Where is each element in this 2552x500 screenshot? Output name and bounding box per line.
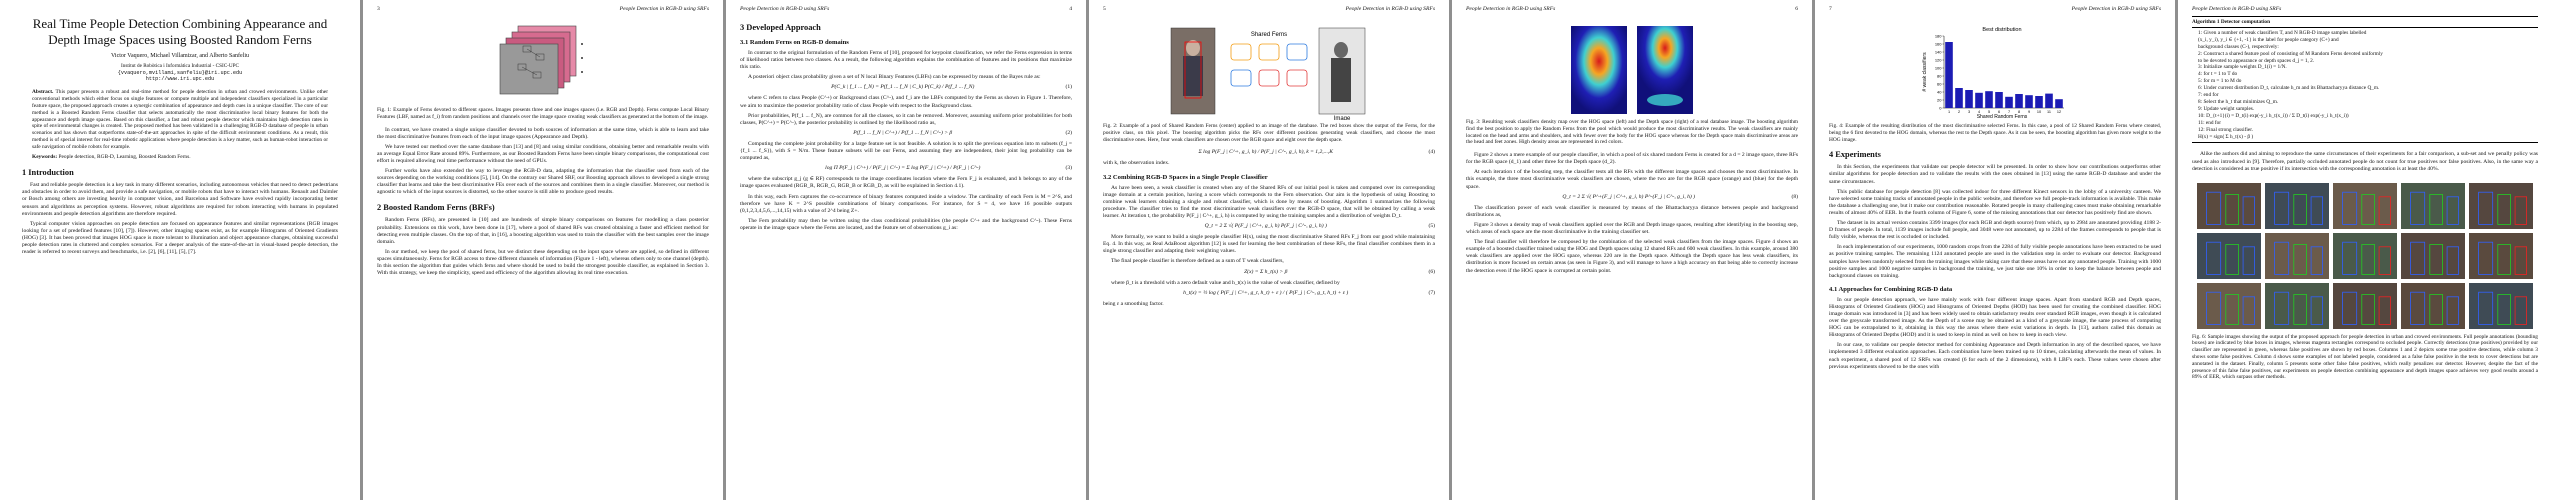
algorithm-line: 7: end for bbox=[2198, 92, 2219, 99]
algorithm-line: 8: Select the h_t that minimizes Q_m. bbox=[2198, 98, 2279, 105]
chart-x-tick-label: 3 bbox=[1967, 110, 1971, 114]
keywords bbox=[32, 154, 328, 161]
hog-density-map bbox=[1571, 26, 1627, 114]
sample-image bbox=[2401, 183, 2465, 229]
chart-x-tick-label: 8 bbox=[2017, 110, 2021, 114]
chart-title: Best distribution bbox=[1982, 27, 2022, 33]
paragraph: At each iteration t of the boosting step, the classifier tests all the RFs with the different image spaces and chooses the most discriminative. In this example, the three most discriminative weak classifiers are chosen, where the two are for the RGB space (orange) and (blue) for the depth space. bbox=[1466, 169, 1798, 190]
chart-y-tick-label: 60 bbox=[1937, 81, 1942, 87]
algorithm-line: H(x) = sign( Σ h_t(x) - β ) bbox=[2198, 133, 2254, 140]
chart-x-tick-label: 2 bbox=[1957, 110, 1961, 114]
paragraph: Prior probabilities, P(f_1 ... f_N), are common for all the classes, so it can be removed. Moreover, assuming uniform prior probabilities for both classes, P(C^+) = P(C^-), the posterior probability is outlined by the likelihood ratio as, bbox=[740, 112, 1072, 126]
chart-bar bbox=[1955, 88, 1963, 108]
chart-plot-area bbox=[1935, 34, 2064, 115]
section-heading-brfs: 2 Boosted Random Ferns (BRFs) bbox=[377, 203, 495, 213]
equation-1 bbox=[740, 84, 1072, 91]
paper-affiliation bbox=[22, 63, 338, 82]
chart-bar bbox=[2055, 99, 2063, 108]
running-head bbox=[1103, 6, 1435, 16]
paragraph: where the subscript g_j (g ∈ RF) corresponds to the image coordinates location where the Fern F_j is evaluated, and h belongs to any of the image spaces evaluated (RGB_R, RGB_G, RGB_B or RGB_D, as will be explained in Section 4.1). bbox=[740, 176, 1072, 190]
algorithm-line: 3: Initialize sample weights D_1(i) = 1/N. bbox=[2198, 64, 2287, 71]
chart-y-axis-label: # weak classifiers bbox=[1922, 52, 1928, 92]
algorithm-line: 2: Construct a shared feature pool of consisting of M Random Ferns devoted uniformly bbox=[2198, 50, 2383, 57]
figure-6 bbox=[2192, 181, 2538, 331]
paragraph: In our people detection approach, we have mainly work with four different image spaces. Apart from standard RGB and Depth spaces, Histograms of Oriented Gradients (HOG) and Histograms of Oriented Depths (HOD) has been used for creating the combined classifier. HOG image domain was introduced in [3] and has been widely used to obtain satisfactory results over standard RGB images, even though it is calculated over the greyscale transformed image. As the Depth of a scene may be obtained as a kind of a greyscale image, the same process of computing HOG can be extrapolated to it, obtaining in this way the areas where there exist variations in depth. In [13], authors called this domain as Histograms of Oriented Depths (HOD) and it is used to keep in mind as well on how to keep in each view. bbox=[1829, 296, 2161, 339]
running-head-title: People Detection in RGB-D using SRFs bbox=[2192, 6, 2282, 12]
chart-bar bbox=[2005, 97, 2013, 108]
paragraph: with k, the observation index. bbox=[1103, 160, 1170, 167]
affiliation-url: http://www.iri.upc.edu bbox=[145, 75, 215, 82]
page-number: 4 bbox=[1069, 6, 1072, 12]
paragraph: In our case, to validate our people detector method for combining Appearance and Depth information in any of the described spaces, we have implemented 3 different evaluation approaches. Each combination have been trained up to 10 times, calculating afterwards the mean of values. In each experiment, a shared pool of 12 SRFs was created (6 for each of the 2 dimensions), with 8 LBF's each. These values were chosen after previous experiments showed to be the ones with bbox=[1829, 342, 2161, 370]
page-number: 6 bbox=[1795, 6, 1798, 12]
section-heading-experiments: 4 Experiments bbox=[1829, 150, 1881, 160]
equation-body: Q_t = 2 Σ √( P(F_j | C^+, g_i, h) P(F_j | C^-, g_i, h) ) bbox=[1204, 223, 1327, 230]
chart-x-tick-label: 12 bbox=[2056, 110, 2062, 114]
sample-image bbox=[2401, 233, 2465, 279]
paragraph: The classification power of each weak classifier is measured by means of the Bhattacharyya distance between people and background distributions as, bbox=[1466, 204, 1798, 218]
paragraph: In this way, each Fern captures the co-occurrence of binary features computed inside a window. The cardinality of each Fern is M = 2^S, and therefore we have K = 2^S possible combinations of binary comparisons. For instance, for S = 4, we have 16 possible outputs (0,1,2,3,4,5,6,...,14,15) with a value of 2^4 being Z+. bbox=[740, 193, 1072, 214]
paragraph: Further works have also extended the way to leverage the RGB-D data, adapting the information that the classifier used from each of the sources depending on the working conditions [5], [14]. On the contrary our Shared SRF, our Boosting approach allows to developed a single strong classifier that learns and take the best discriminative FEs over each of the sources and combines them in a single classifier. Moreover, our method is agnostic to which of the input sources is distorted, so the other source is still able to produce good results. bbox=[377, 168, 709, 196]
page-7 bbox=[2178, 0, 2552, 500]
chart-y-tick-label: 40 bbox=[1937, 89, 1942, 95]
sample-image bbox=[2401, 283, 2465, 329]
chart-bar bbox=[1995, 92, 2003, 108]
sample-image bbox=[2333, 183, 2397, 229]
running-head bbox=[377, 6, 709, 16]
algorithm-line: 11: end for bbox=[2198, 119, 2222, 126]
equation-number: (1) bbox=[1065, 84, 1072, 91]
algorithm-line: 5: for m = 1 to M do bbox=[2198, 78, 2242, 85]
chart-y-tick-label: 80 bbox=[1937, 73, 1942, 79]
running-head-title: People Detection in RGB-D using SRFs bbox=[740, 6, 830, 12]
paragraph: where C refers to class People (C^+) or Background class (C^-), and f_i are the LBFs computed by the Ferns as shown in Figure 1. Therefore, we aim to maximize the posterior probability ratio of class People with respect to the Background class. bbox=[740, 95, 1072, 109]
chart-x-tick-label: 11 bbox=[2047, 110, 2051, 114]
chart-bar bbox=[1985, 91, 1993, 108]
sample-image bbox=[2197, 183, 2261, 229]
equation-body: Σ log P(F_j | C^+, g_i, h) / P(F_j | C^-, g_i, h), k = 1,2,...,K bbox=[1198, 149, 1334, 156]
paragraph: We have tested our method over the same database than [13] and [8] and using similar conditions, obtaining better and remarkable results with an average Equal Error Rate around 89%. Furthermore, as our Boosted Random Ferns have been simple binary comparisons, the computational cost effort is required allowing real time performance without the need of GPUs. bbox=[377, 143, 709, 164]
algorithm-line: 4: for t = 1 to T do bbox=[2198, 71, 2238, 78]
chart-y-tick-label: 100 bbox=[1934, 65, 1942, 71]
chart-y-tick-label: 120 bbox=[1934, 57, 1942, 63]
subsection-heading-3-2: 3.2 Combining RGB-D Spaces in a Single People Classifier bbox=[1103, 173, 1268, 181]
equation-number: (5) bbox=[1428, 223, 1435, 230]
sample-image bbox=[2333, 283, 2397, 329]
figure-6-caption: Fig. 6: Sample images showing the output of the proposed approach for people detection in urban and crowed environments. Full people annotations (bounding boxes) are indicated by blue boxes in images, whereas magenta rectangles correspond to occluded people. Correctly detections (true positives) provided by our classifier are represented in green, whereas false positives are shown by red boxes. Columns 1 and 2 depicts some true positive detections, while column 3 shows some false positives. Column 4 shows some examples of not labeled people, considered as a false false positive in the tests to cover detections but are annotated in the dataset. Finally, column 5 presents some other false false positives, which really penalizes our detector. However, despite the fact of the presence of this false false positives, our experiments on people detection combining appearance and depth images space achieves very good results around a 89% of EER, which surpass other methods. bbox=[2192, 333, 2538, 381]
algorithm-lines bbox=[2192, 30, 2538, 141]
running-head bbox=[1466, 6, 1798, 16]
paragraph: Random Ferns (RFs), are presented in [10] and are hundreds of simple binary comparisons on features for modelling a class posterior probability. Extensions on this work, have been done in [17], where a pool of shared RFs was created obtaining a faster and efficient method for detecting even multiple classes. On the top of that, in [16], a boosting algorithm was used to train the classifier with the best samples over the image domain. bbox=[377, 217, 709, 245]
paragraph: The final classifier will therefore be composed by the combination of the selected weak classifiers from the image spaces. Figure 4 shows an example of a boosted classifier trained using the HOG and Depth spaces using 12 shared RFs and 600 weak classifiers. In this example, around 380 weak classifiers are applied over the HOG space, whereas 220 are in the Depth space. Although the Depth space has less weak classifiers, its distribution is more focused on certain areas (as seen in Figure 3), and will manage to have a high accuracy on that being able to correctly increase the detection even if the HOG space is corrupted at certain point. bbox=[1466, 239, 1798, 274]
subsection-heading-3-1: 3.1 Random Ferns on RGB-D domains bbox=[740, 39, 849, 46]
chart-y-tick-label: 20 bbox=[1937, 97, 1942, 103]
equation-body: P(C_k | f_1 ... f_N) = P(f_1 ... f_N | C_k) P(C_k) / P(f_1 ... f_N) bbox=[831, 84, 975, 91]
figure-3-caption: Fig. 3: Resulting weak classifiers density map over the HOG space (left) and the Depth space (right) of a real database image. The boosting algorithm find the best position to apply the Random Ferns from the pool which would produce the most discriminative results. The weak classifiers are mainly located on the head and arms and shoulders, and with fewer over the body for the HOG space whereas for the Depth space main discriminative areas are the head and feet zones. High density areas are represented in red colors. bbox=[1466, 119, 1798, 146]
chart-bar bbox=[2015, 94, 2023, 108]
paragraph: In our method, we keep the pool of shared ferns, but we distinct these depending on the input space where are applied, so defined in different spaces simultaneously. Ferns for RGB access to three different channels of information (Figure 1 - left), whereas others only to one channel (depth). In this section the algorithm that guides which ferns and where should be used to build the strongest possible classifier, as explained in Section 3. With this strategy, we keep the simplicity, speed and efficiency of the algorithm allowing its real time execution. bbox=[377, 248, 709, 277]
equation-body: P(f_1 ... f_N | C^+) / P(f_1 ... f_N | C^-) > β bbox=[853, 129, 953, 136]
section-heading-introduction: 1 Introduction bbox=[22, 168, 74, 178]
running-head-title: People Detection in RGB-D using SRFs bbox=[2071, 6, 2161, 12]
chart-y-tick-label: 180 bbox=[1934, 33, 1942, 39]
page-4 bbox=[1089, 0, 1449, 500]
figure-3 bbox=[1466, 24, 1798, 116]
page-number: 5 bbox=[1103, 6, 1106, 12]
equation-3 bbox=[740, 165, 1072, 172]
chart-x-tick-label: 7 bbox=[2007, 110, 2011, 114]
section-heading-developed-approach: 3 Developed Approach bbox=[740, 23, 821, 32]
page-number: 3 bbox=[377, 6, 380, 12]
chart-x-axis-label: Shared Random Ferns bbox=[1976, 114, 2028, 120]
fig2-label-image: Image bbox=[1333, 116, 1351, 120]
equation-body: Q_t = 2 Σ √( P^+(F_j | C^+, g_i, h) P^-(F_j | C^-, g_i, h) ) bbox=[1562, 193, 1696, 200]
paragraph: In this Section, the experiments that validate our people detector will be presented. In order to show how our contributions outperforms other similar algorithms for people detection and to validate the results with the ones obtained in [13] using the same RGB-D database and under the same circumstances. bbox=[1829, 164, 2161, 185]
running-head bbox=[2192, 6, 2538, 16]
fig1-fern-image-stack bbox=[478, 24, 608, 104]
affiliation-email: {vvaquero,mvillami,sanfeliu}@iri.upc.edu bbox=[117, 69, 243, 76]
page-number: 7 bbox=[1829, 6, 1832, 12]
equation-6 bbox=[1103, 269, 1435, 276]
paragraph: More formally, we want to build a single people classifier H(x), using the most discriminative Shared RFs F_j from our good while maintaining Eq. 4. In this way, as Real AdaBoost algorithm [12] is used for learning the best combination of these RFs, the final classifier combines them in a single strong classifier and adapting their weighting values. bbox=[1103, 234, 1435, 255]
chart-bar bbox=[2035, 96, 2043, 108]
sample-image bbox=[2265, 283, 2329, 329]
sample-image bbox=[2469, 183, 2533, 229]
abstract bbox=[32, 89, 328, 150]
figure-1-caption: Fig. 1: Example of Ferns devoted to different spaces. Images presents three and one images spaces (i.e. RGB and Depth). Ferns compute Local Binary Features (LBF, named as f_i) from random positions and channels over the image space creating weak classifiers as generated at the bottom of the image. bbox=[377, 107, 709, 120]
algorithm-line: (x_i, y_i), y_i ∈ {+1, -1} is the label for people category (C+) and bbox=[2198, 36, 2339, 43]
equation-number: (2) bbox=[1065, 129, 1072, 136]
fig4-bar-chart bbox=[1920, 24, 2070, 120]
abstract-text: This paper presents a robust and real-time method for people detection in urban and crowed environments. Unlike other conventional methods which either focus on single features or compute multiple and independent classifiers specialized in a particular feature space, the proposed approach creates a synergic combination of appearance and depth cues in a unique classifier. The core of our method is a Boosted Random Ferns classifier that selects automatically the most discriminative local binary features for both the appearance and depth image spaces. Based on this classifier, a fast and robust people detector which maintains high detection rates in spite of environmental changes is created. The proposed method has been validated in a challenging RGB-D database of people in urban scenarios and has shown that outperforms state-of-the-art approaches in spite of the difficult environment conditions. As a result, this method is of special interest for real-time robotic applications where people detection is a key matter, such as human-robot interaction or safe navigation of mobile robots for example. bbox=[32, 89, 328, 150]
subsection-heading-4-1: 4.1 Approaches for Combining RGB-D data bbox=[1829, 285, 1953, 293]
equation-number: (8) bbox=[1791, 193, 1798, 200]
sample-image bbox=[2469, 233, 2533, 279]
figure-4-caption: Fig. 4: Example of the resulting distribution of the most discriminative selected Ferns. In this case, a pool of 12 Shared Random Ferns where created, being the 6 first devoted to the HOG domain, whereas the rest to the Depth space. As it can be seen, the boosting algorithm has given more weight to the HOG image. bbox=[1829, 123, 2161, 143]
chart-bar bbox=[1945, 42, 1953, 108]
algorithm-line: 6: Under current distribution D_t, calculate h_m and its Bhattacharyya distance Q_m. bbox=[2198, 85, 2380, 92]
chart-x-tick-label: 5 bbox=[1987, 110, 1991, 114]
paragraph: A posteriori object class probability given a set of N local Binary Features (LBFs) can be expressed by means of the Bayes rule as: bbox=[748, 74, 1041, 81]
sample-image bbox=[2197, 283, 2261, 329]
algorithm-line: 12: Final strong classifier. bbox=[2198, 126, 2254, 133]
paragraph: Alike the authors did and aiming to reproduce the same circumstances of their experiments for a fair comparison, a sub-set and we penally policy was used as also introduced in [9]. Therefore, partially occluded annotated people do not count for true positives nor false positives. Also, in the same way a detection is considered as true positive if its intersection with the corresponding annotation is at least the 40%. bbox=[2192, 151, 2538, 172]
paragraph: The Fern probability may then be written using the class conditional probabilities (the people C^+ and the background C^-). These Ferns operate in the image space where the Ferns are located, and the feature set of observations g_i as: bbox=[740, 217, 1072, 231]
page-1 bbox=[0, 0, 360, 500]
equation-body: log Π P(F_j | C^+) / P(F_j | C^-) = Σ log P(F_j | C^+) / P(F_j | C^-) bbox=[825, 165, 981, 172]
equation-4 bbox=[1103, 149, 1435, 156]
chart-y-tick-label: 140 bbox=[1934, 49, 1942, 55]
sample-image bbox=[2265, 183, 2329, 229]
algorithm-line: background classes (C-), respectively: bbox=[2198, 43, 2279, 50]
fig6-sample-detections-grid bbox=[2195, 181, 2535, 331]
paper-authors: Victor Vaquero, Michael Villamizar, and Alberto Sanfeliu bbox=[110, 53, 250, 59]
equation-5 bbox=[1103, 223, 1435, 230]
paragraph: Typical computer vision approaches on people detection are focused on appearance features and similar representations (RGB images looking for a set of predefined features [10], [7]). However, other imaging spaces exist, as for example Histograms of Oriented Gradients (HOG) [3]. It has been proved that images HOG space is more tolerant to illumination and object appearance changes, obtaining successful people detection rates in cluttered and complex scenarios. For a deeper analysis of the state-of-the-art in visual-based people detection, the reader is referred to recent surveys and benchmarks, i.e. [2], [6], [11], [5], [7]. bbox=[22, 220, 338, 256]
algorithm-line: to be devoted to appearance or depth spaces d_j = 1, 2. bbox=[2198, 57, 2315, 64]
chart-bar bbox=[2045, 94, 2053, 108]
chart-x-tick-label: 1 bbox=[1947, 110, 1951, 114]
equation-number: (6) bbox=[1428, 268, 1435, 275]
running-head bbox=[1829, 6, 2161, 16]
equation-body: Z(x) = Σ h_t(x) > β bbox=[1244, 268, 1288, 275]
abstract-label: Abstract. bbox=[32, 89, 54, 96]
chart-x-tick-label: 9 bbox=[2027, 110, 2031, 114]
running-head bbox=[740, 6, 1072, 16]
algorithm-line: 10: D_{t+1}(i) = D_t(i) exp(-y_i h_t(x_i)) / Σ D_t(i) exp(-y_i h_t(x_i)) bbox=[2198, 112, 2349, 119]
keywords-text: People detection, RGB-D, Learning, Boosted Random Ferns. bbox=[58, 154, 191, 161]
paragraph: As have been seen, a weak classifier is created when any of the Shared RFs of our initial pool is taken and computed over its corresponding image domain at a certain position, having a score which corresponds to the Fern observation. Our aim is the hypothesis of using Boosting to combine weak learners obtaining a single and robust classifier, which is done by means of boosting. Algorithm 1 summarizes the following procedure. The classifier tries to find the most discriminative weak classifiers over the RGB-D space, that will be obtained by calling a weak learner. At iteration t, the probability P(F_j | C^+, g_i, h) is computed by using the training samples and a distribution of weights D_t. bbox=[1103, 184, 1435, 219]
algorithm-title: Algorithm 1 Detector computation bbox=[2192, 19, 2538, 28]
paragraph: In each implementation of our experiments, 1000 random crops from the 2284 of fully visible people annotations have been extracted to be used as positive training samples. The remaining 1124 annotated people are used in the validation step in order to evaluate our detector. Background samples have been randomly selected from the training images while taking care that these areas have not any annotated people. Training with 1000 positive samples and 1000 negative samples in background the training, we just take one 10% in order to keep the balance between people and background classes on training. bbox=[1829, 244, 2161, 279]
equation-8 bbox=[1466, 194, 1798, 201]
affiliation-institute: Institut de Robòtica i Informàtica Industrial - CSIC-UPC bbox=[121, 63, 239, 70]
page-2 bbox=[363, 0, 723, 500]
paragraph: In contrast, we have created a single unique classifier devoted to both sources of information at the same time, which is able to learn and take the most discriminative features from each of the input image spaces (Appearance and Depth). bbox=[377, 126, 709, 140]
fig2-label-shared-ferns: Shared Ferns bbox=[1250, 32, 1288, 38]
chart-bar bbox=[1965, 90, 1973, 108]
paragraph: Computing the complete joint probability for a large feature set is not feasible. A solution is to split the previous equation into m subsets (f_j = {f_1 ... f_S}), with S = N/m. These feature subsets will be our Ferns, and assuming they are independent, their joint log probability can be computed as, bbox=[740, 140, 1072, 162]
chart-y-tick-label: 0 bbox=[1939, 105, 1942, 111]
paragraph: The dataset in its actual version contains 3399 images (for each RGB and depth source) from which, up to 2984 are annotated providing 4188 2-D frames of people. In total, 1139 images include full people, and 3048 were not annotated, up to 2284 of the frames corresponds to people that is fully visible, whereas the rest is occluded or included. bbox=[1829, 220, 2161, 241]
paragraph: where β_t is a threshold with a zero default value and h_t(x) is the value of weak classifier, defined by bbox=[1111, 279, 1340, 286]
algorithm-line: 1: Given a number of weak classifiers T, and N RGB-D image samples labelled bbox=[2198, 29, 2367, 36]
chart-x-tick-label: 4 bbox=[1977, 110, 1981, 114]
sample-image bbox=[2197, 233, 2261, 279]
paragraph: The final people classifier is therefore defined as a sum of T weak classifiers, bbox=[1111, 258, 1284, 265]
fig3-density-maps bbox=[1567, 24, 1697, 116]
paragraph: being ε a smoothing factor. bbox=[1103, 300, 1164, 307]
page-6 bbox=[1815, 0, 2175, 500]
paragraph: Figure 3 shows a density map of weak classifiers applied over the RGB and Depth image spaces, resulting after identifying in the boosting step, which areas of each space are the most discriminative in the training classifier set. bbox=[1466, 221, 1798, 236]
equation-number: (4) bbox=[1428, 149, 1435, 156]
fig2-shared-ferns-diagram bbox=[1169, 24, 1369, 120]
equation-number: (3) bbox=[1065, 165, 1072, 172]
chart-x-tick-label: 10 bbox=[2036, 110, 2042, 114]
paragraph: In contrast to the original formulation of the Random Ferns of [10], proposed for keypoint classification, we refer the Ferns expression in terms of likelihood ratios between two classes. As a result, the following algorithm explains the combination of features and its positions that maximize this ratio. bbox=[740, 50, 1072, 71]
chart-x-tick-label: 6 bbox=[1997, 110, 2001, 114]
paragraph: Fast and reliable people detection is a key task in many different scenarios, including autonomous vehicles that need to detect pedestrians and obstacles in order to avoid them, and provide a safe navigation, or mobile robots that have to interact with humans. Renault and Daimler or Bosch among others are investing heavily in computer vision, and Barcelona and Software have evolved rapidly incorporating better sensors and algorithms as perception systems. However, robust algorithms are required for robots interacting with humans in populated environments and people detection algorithms are therefore required. bbox=[22, 182, 338, 217]
chart-bar bbox=[1975, 93, 1983, 108]
equation-2 bbox=[740, 130, 1072, 137]
paragraph: Figure 2 shows a mere example of our people classifier, in which a pool of six shared random Ferns is created for a d = 2 image space, three RFs for the RGB space (d_1) and other three for the Depth space (d_2). bbox=[1466, 152, 1799, 166]
equation-7 bbox=[1103, 290, 1435, 297]
sample-image bbox=[2265, 233, 2329, 279]
running-head-title: People Detection in RGB-D using SRFs bbox=[1345, 6, 1435, 12]
paper-title: Real Time People Detection Combining Appearance and Depth Image Spaces using Boosted Random Ferns bbox=[32, 16, 328, 47]
figure-2-caption: Fig. 2: Example of a pool of Shared Random Ferns (center) applied to an image of the database. The red boxes show the output of the Ferns, for the positive class, on this pixel. The boosting algorithm picks the RFs over different positions generating weak classifiers, and choose the most discriminative ones. Here, four weak classifiers are chosen over the RGB space and eight over the depth space. bbox=[1103, 123, 1435, 143]
algorithm-line: 9: Update weight samples. bbox=[2198, 105, 2255, 112]
chart-bar bbox=[2025, 95, 2033, 108]
figure-2 bbox=[1103, 24, 1435, 120]
running-head-title: People Detection in RGB-D using SRFs bbox=[1466, 6, 1556, 12]
chart-y-tick-label: 160 bbox=[1934, 41, 1942, 47]
page-5 bbox=[1452, 0, 1812, 500]
equation-number: (7) bbox=[1428, 289, 1435, 296]
algorithm-1 bbox=[2192, 16, 2538, 143]
figure-1 bbox=[377, 24, 709, 104]
paragraph: This public database for people detection [8] was collected indoor for three different Kinect sensors in the lobby of a university canteen. We have selected some training tracks of annotated people in the public website, and therefore we full people-track information is available. This make the database a challenging one, but it make our contribution reasonable. Rotated people in many challenging cases must make obtaining remarkable results of almost 40% of EER. In the fourth column of Figure 6, some of the missing annotations that our detector has positively find are shown. bbox=[1829, 188, 2161, 216]
figure-4 bbox=[1829, 24, 2161, 120]
keywords-label: Keywords: bbox=[32, 154, 58, 161]
running-head-title: People Detection in RGB-D using SRFs bbox=[619, 6, 709, 12]
page-3 bbox=[726, 0, 1086, 500]
sample-image bbox=[2333, 233, 2397, 279]
equation-body: h_t(x) = ½ log ( P(F_j | C^+, g_t, h_t) + ε ) / ( P(F_j | C^-, g_t, h_t) + ε ) bbox=[1183, 289, 1349, 296]
sample-image bbox=[2469, 283, 2533, 329]
